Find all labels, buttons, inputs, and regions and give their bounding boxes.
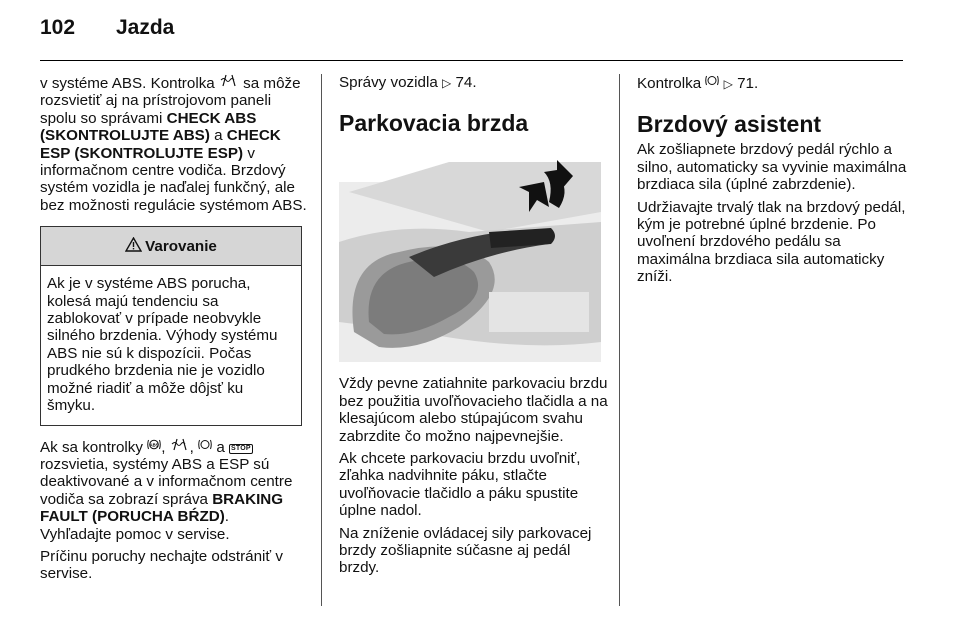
text: Správy vozidla xyxy=(339,74,442,91)
parking-paragraph-3: Na zníženie ovládacej sily parkovacej brzdy zošliapnite súčasne aj pedál brzdy. xyxy=(339,524,592,577)
header-rule xyxy=(40,60,903,61)
text: a xyxy=(209,127,227,145)
section-heading: Parkovacia brzda xyxy=(339,110,529,137)
parking-paragraph-1: Vždy pevne zatiahnite parkovaciu brzdu bez použitia uvoľňovacieho tlačidla a na klesajúcom alebo stúpajúcom svahu zabrzdite čo možno najpevnejšie. xyxy=(339,375,608,445)
cross-reference xyxy=(339,74,609,92)
section-title: Jazda xyxy=(116,16,175,39)
text: Kontrolka xyxy=(637,75,706,92)
ref-page: 71. xyxy=(737,75,759,92)
esp-skid-icon xyxy=(170,438,190,456)
warning-text: Ak je v systéme ABS porucha, kolesá majú tendenciu sa zablokovať v prípade neobvykle silného brzdenia. Výhody systému ABS nie sú k dispozícii. Počas prudkého brzdenia nie je vozidlo možné riadiť a môže dôjsť ku šmyku. xyxy=(47,275,278,415)
warning-triangle-icon xyxy=(125,237,142,256)
text: sa môže rozsvietiť aj na prístrojovom paneli spolu so správami xyxy=(40,75,301,127)
abs-paragraph xyxy=(40,74,310,214)
warning-lights-paragraph xyxy=(40,438,310,526)
page-number: 102 xyxy=(40,16,76,39)
brake-circle-icon xyxy=(198,438,212,456)
brake-circle-icon xyxy=(705,74,719,92)
service-paragraph: Vyhľadajte pomoc v servise. xyxy=(40,525,230,543)
text: , xyxy=(161,438,170,456)
message-check-abs: CHECK ABS (SKONTROLUJTE ABS) xyxy=(40,109,257,145)
text: v informačnom centre vodiča. Brzdový systém vozidla je naďalej funkčný, ale bez možnosti regulácie systémom ABS. xyxy=(40,144,307,214)
assist-paragraph-1: Ak zošliapnete brzdový pedál rýchlo a silno, automaticky sa vyvinie maximálna brzdiaca sila (úplné zabrzdenie). xyxy=(637,141,907,194)
text: rozsvietia, systémy ABS a ESP sú deaktivované a v informačnom centre vodiča sa zobrazí správa xyxy=(40,455,293,508)
text: v systéme ABS. Kontrolka xyxy=(40,75,219,92)
repair-paragraph: Príčinu poruchy nechajte odstrániť v servise. xyxy=(40,547,283,583)
text: a xyxy=(212,438,229,456)
assist-paragraph-2: Udržiavajte trvalý tlak na brzdový pedál, kým je potrebné úplné brzdenie. Po uvoľnení brzdového pedálu sa maximálna brzdiaca sila automaticky zníži. xyxy=(637,198,906,286)
warning-title: Varovanie xyxy=(145,237,217,255)
warning-box xyxy=(40,226,302,425)
ref-page: 74. xyxy=(455,74,477,91)
triangle-right-icon: ▷ xyxy=(441,76,452,90)
esp-skid-icon xyxy=(219,74,239,92)
abs-icon xyxy=(147,438,161,456)
text: , xyxy=(189,438,199,456)
message-braking-fault: BRAKING FAULT (PORUCHA BŔZD) xyxy=(40,490,284,526)
column-1 xyxy=(40,74,310,583)
cross-reference xyxy=(637,74,907,93)
column-2 xyxy=(339,74,609,577)
column-3 xyxy=(637,74,907,286)
message-check-esp: CHECK ESP (SKONTROLUJTE ESP) xyxy=(40,127,281,162)
stop-icon: STOP xyxy=(231,444,251,452)
section-heading: Brzdový asistent xyxy=(637,111,822,138)
svg-text:ABS: ABS xyxy=(149,441,159,447)
triangle-right-icon: ▷ xyxy=(723,77,733,91)
warning-header xyxy=(41,227,301,266)
column-divider-2 xyxy=(619,74,620,606)
column-divider-1 xyxy=(321,74,322,606)
parking-brake-illustration xyxy=(339,152,601,362)
parking-paragraph-2: Ak chcete parkovaciu brzdu uvoľniť, zľahka nadvihnite páku, stlačte uvoľňovacie tlačidlo a páku spustite úplne nadol. xyxy=(339,450,581,520)
text: Ak sa kontrolky xyxy=(40,438,148,456)
text: . xyxy=(224,508,229,526)
